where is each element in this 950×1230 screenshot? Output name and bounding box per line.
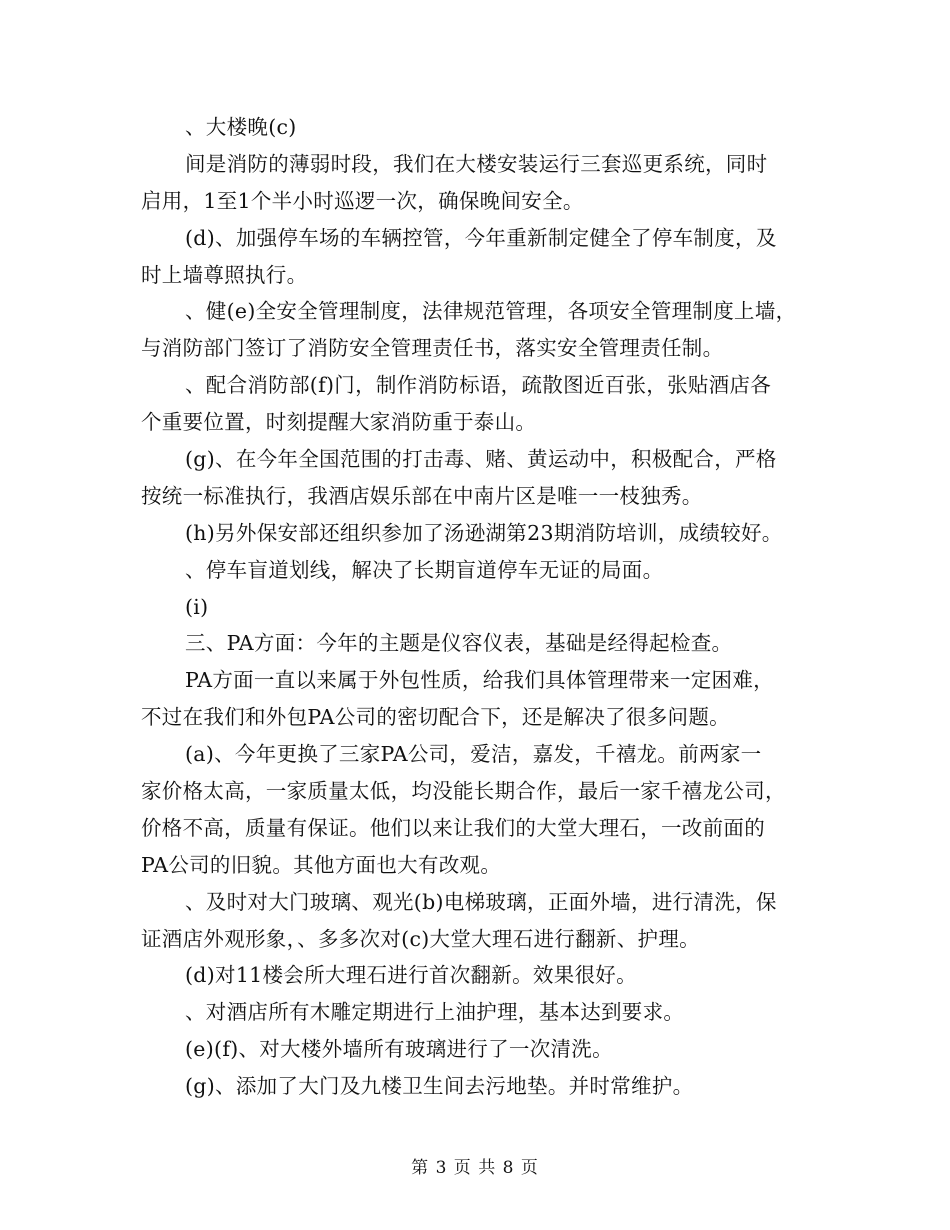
text-line: (i) (185, 594, 209, 619)
text-line: 按统一标准执行，我酒店娱乐部在中南片区是唯一一枝独秀。 (141, 483, 703, 508)
text-line: (a)、今年更换了三家PA公司，爱洁，嘉发，千禧龙。前两家一 (185, 742, 762, 767)
text-line: 、停车盲道划线，解决了长期盲道停车无证的局面。 (185, 557, 664, 582)
text-line: 价格不高，质量有保证。他们以来让我们的大堂大理石，一改前面的 (141, 815, 765, 840)
text-line: 、及时对大门玻璃、观光(b)电梯玻璃，正面外墙，进行清洗，保 (185, 889, 777, 914)
text-line: PA公司的旧貌。其他方面也大有改观。 (141, 852, 502, 877)
text-line: 、健(e)全安全管理制度，法律规范管理，各项安全管理制度上墙， (185, 299, 797, 324)
text-line: PA方面一直以来属于外包性质，给我们具体管理带来一定困难， (185, 668, 774, 693)
body-text (141, 109, 821, 1105)
text-line: 、大楼晚(c) (185, 115, 297, 139)
text-line: 时上墙尊照执行。 (141, 262, 308, 287)
text-line: (e)(f)、对大楼外墙所有玻璃进行了一次清洗。 (185, 1037, 613, 1062)
text-line: 不过在我们和外包PA公司的密切配合下，还是解决了很多问题。 (141, 705, 730, 730)
text-line: (h)另外保安部还组织参加了汤逊湖第23期消防培训，成绩较好。 (185, 520, 783, 545)
text-line: 、配合消防部(f)门，制作消防标语，疏散图近百张，张贴酒店各 (185, 373, 772, 398)
text-line: (d)、加强停车场的车辆控管，今年重新制定健全了停车制度，及 (185, 225, 777, 250)
text-line: (d)对11楼会所大理石进行首次翻新。效果很好。 (185, 963, 637, 988)
text-line: 间是消防的薄弱时段，我们在大楼安装运行三套巡更系统，同时 (185, 151, 768, 176)
text-line: 、对酒店所有木雕定期进行上油护理，基本达到要求。 (185, 1000, 685, 1025)
text-line: 证酒店外观形象，、多多次对(c)大堂大理石进行翻新、护理。 (141, 926, 700, 951)
text-line: (g)、添加了大门及九楼卫生间去污地垫。并时常维护。 (185, 1074, 694, 1099)
text-line: 与消防部门签订了消防安全管理责任书，落实安全管理责任制。 (141, 336, 724, 361)
text-line: 家价格太高，一家质量太低，均没能长期合作，最后一家千禧龙公司， (141, 779, 786, 804)
text-line: 三、PA方面：今年的主题是仪容仪表，基础是经得起检查。 (185, 631, 733, 656)
text-line: (g)、在今年全国范围的打击毒、赌、黄运动中，积极配合，严格 (185, 447, 777, 472)
text-line: 启用，1至1个半小时巡逻一次，确保晚间安全。 (141, 188, 584, 213)
text-line: 个重要位置，时刻提醒大家消防重于泰山。 (141, 410, 537, 435)
page-footer: 第 3 页 共 8 页 (411, 1158, 539, 1178)
